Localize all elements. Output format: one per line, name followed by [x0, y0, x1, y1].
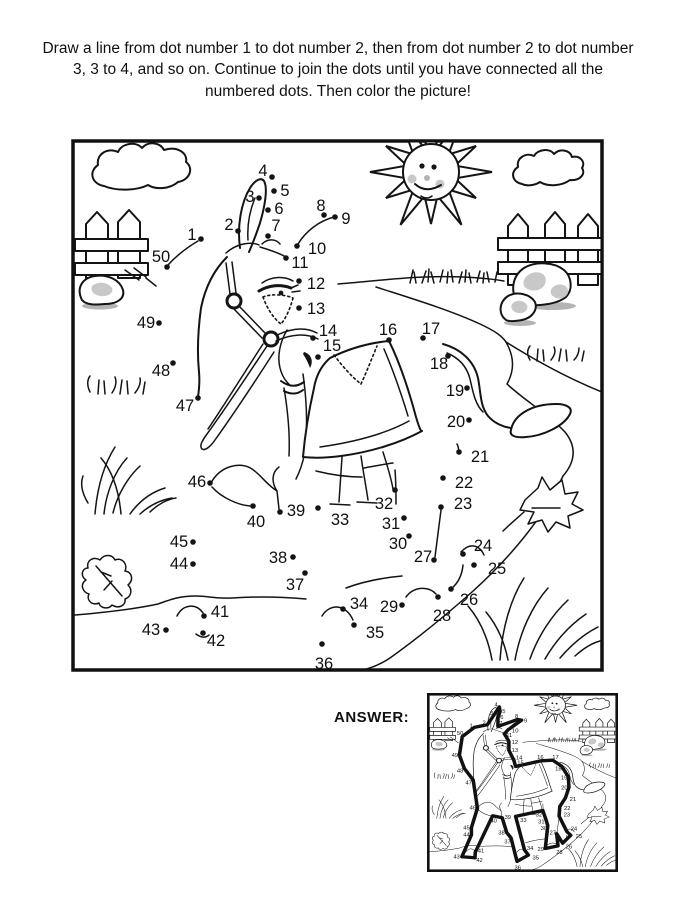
instructions-text: Draw a line from dot number 1 to dot number 2, then from dot number 2 to dot number 3, 3 to 4, and so on. Continue to join the dots until you have connected all the numbered dots. Then color the picture!	[42, 40, 634, 100]
answer-label: ANSWER:	[334, 709, 410, 726]
answer-image	[427, 693, 618, 872]
puzzle-scene	[73, 119, 602, 673]
answer-thumbnail	[429, 695, 616, 870]
